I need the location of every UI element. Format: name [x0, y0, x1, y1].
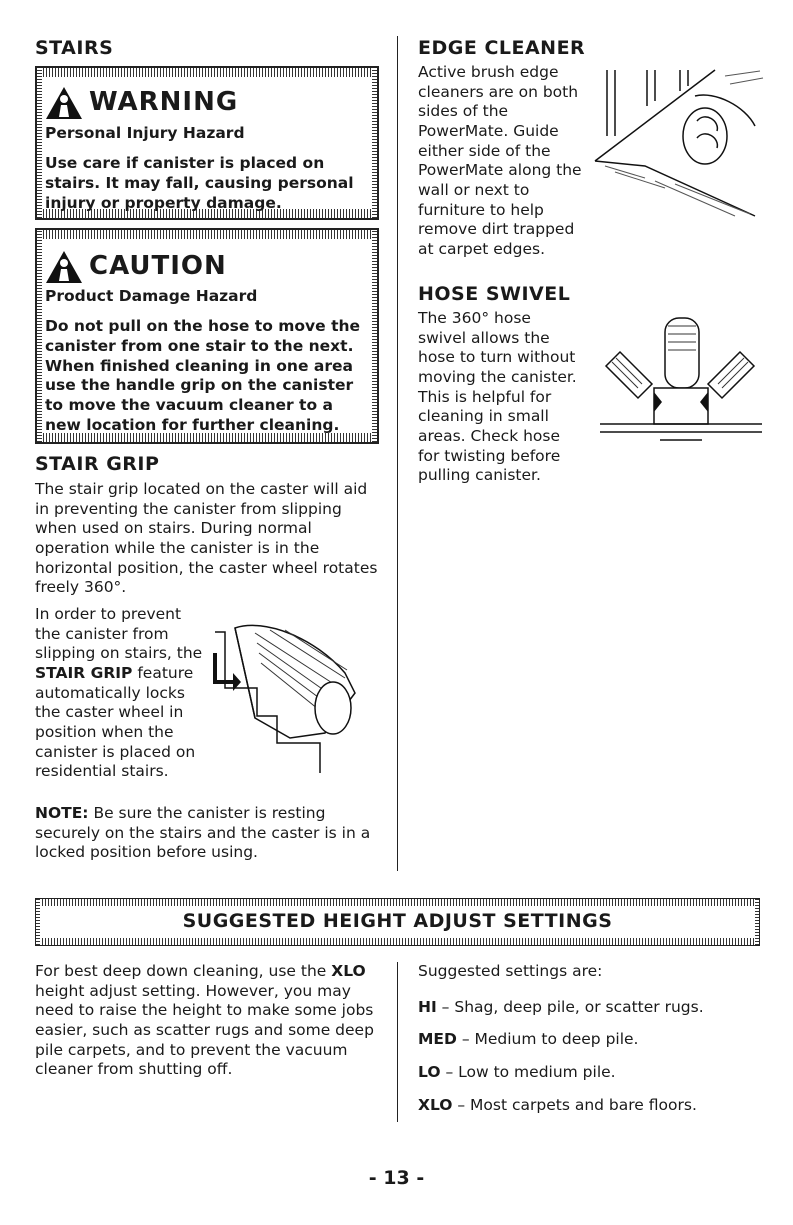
stair-grip-note: NOTE: Be sure the canister is resting securely on the stairs and the caster is in a locked position before using. [35, 804, 371, 862]
settings-list [418, 962, 758, 1128]
stair-grip-illustration [195, 618, 365, 778]
stair-grip-para1: The stair grip located on the caster will aid in preventing the canister from slipping when used on stairs. During normal operation while the canister is in the horizontal position, the caster wheel rotates freely 360°. [35, 480, 378, 597]
stair-grip-heading: STAIR GRIP [35, 453, 160, 475]
height-left-text: For best deep down cleaning, use the XLO height adjust setting. However, you may need to raise the height to make some jobs easier, such as scatter rugs and some deep pile carpets, and to prevent the vacuum cleaner from shutting off. [35, 962, 374, 1079]
stairs-heading: STAIRS [35, 37, 114, 59]
setting-xlo: XLO – Most carpets and bare floors. [418, 1095, 697, 1114]
warning-box [35, 66, 379, 220]
warning-hazard: Personal Injury Hazard [45, 124, 245, 142]
caution-hazard: Product Damage Hazard [45, 287, 258, 305]
warning-text: Use care if canister is placed on stairs. It may fall, causing personal injury or property damage. [45, 154, 354, 212]
settings-intro: Suggested settings are: [418, 962, 603, 980]
height-heading: SUGGESTED HEIGHT ADJUST SETTINGS [182, 910, 613, 932]
edge-cleaner-text: Active brush edge cleaners are on both sides of the PowerMate. Guide either side of the PowerMate along the wall or next to furniture to help remove dirt trapped at carpet edges. [418, 63, 582, 259]
hose-swivel-text: The 360° hose swivel allows the hose to turn without moving the canister. This is helpful for cleaning in small areas. Check hose for twisting before pulling canister. [418, 309, 577, 485]
edge-cleaner-illustration [585, 66, 765, 226]
column-divider-lower [397, 962, 398, 1122]
stair-grip-para2: In order to prevent the canister from slipping on stairs, the STAIR GRIP feature automatically locks the caster wheel in position when the canister is placed on residential stairs. [35, 605, 203, 781]
setting-lo: LO – Low to medium pile. [418, 1063, 616, 1082]
caution-text: Do not pull on the hose to move the canister from one stair to the next. When finished cleaning in one area use the handle grip on the canister to move the vacuum cleaner to a new location for further cleaning. [45, 317, 361, 435]
caution-signal: CAUTION [45, 250, 227, 284]
edge-cleaner-heading: EDGE CLEANER [418, 37, 586, 59]
setting-med: MED – Medium to deep pile. [418, 1030, 639, 1049]
column-divider-upper [397, 36, 398, 871]
page-number: - 13 - [368, 1167, 425, 1189]
hose-swivel-heading: HOSE SWIVEL [418, 283, 571, 305]
setting-hi: HI – Shag, deep pile, or scatter rugs. [418, 997, 704, 1016]
caution-box [35, 228, 379, 444]
warning-triangle-icon [45, 86, 83, 120]
height-title-box [35, 898, 760, 946]
caution-triangle-icon [45, 250, 83, 284]
warning-signal: WARNING [45, 86, 238, 120]
hose-swivel-illustration [590, 312, 770, 462]
